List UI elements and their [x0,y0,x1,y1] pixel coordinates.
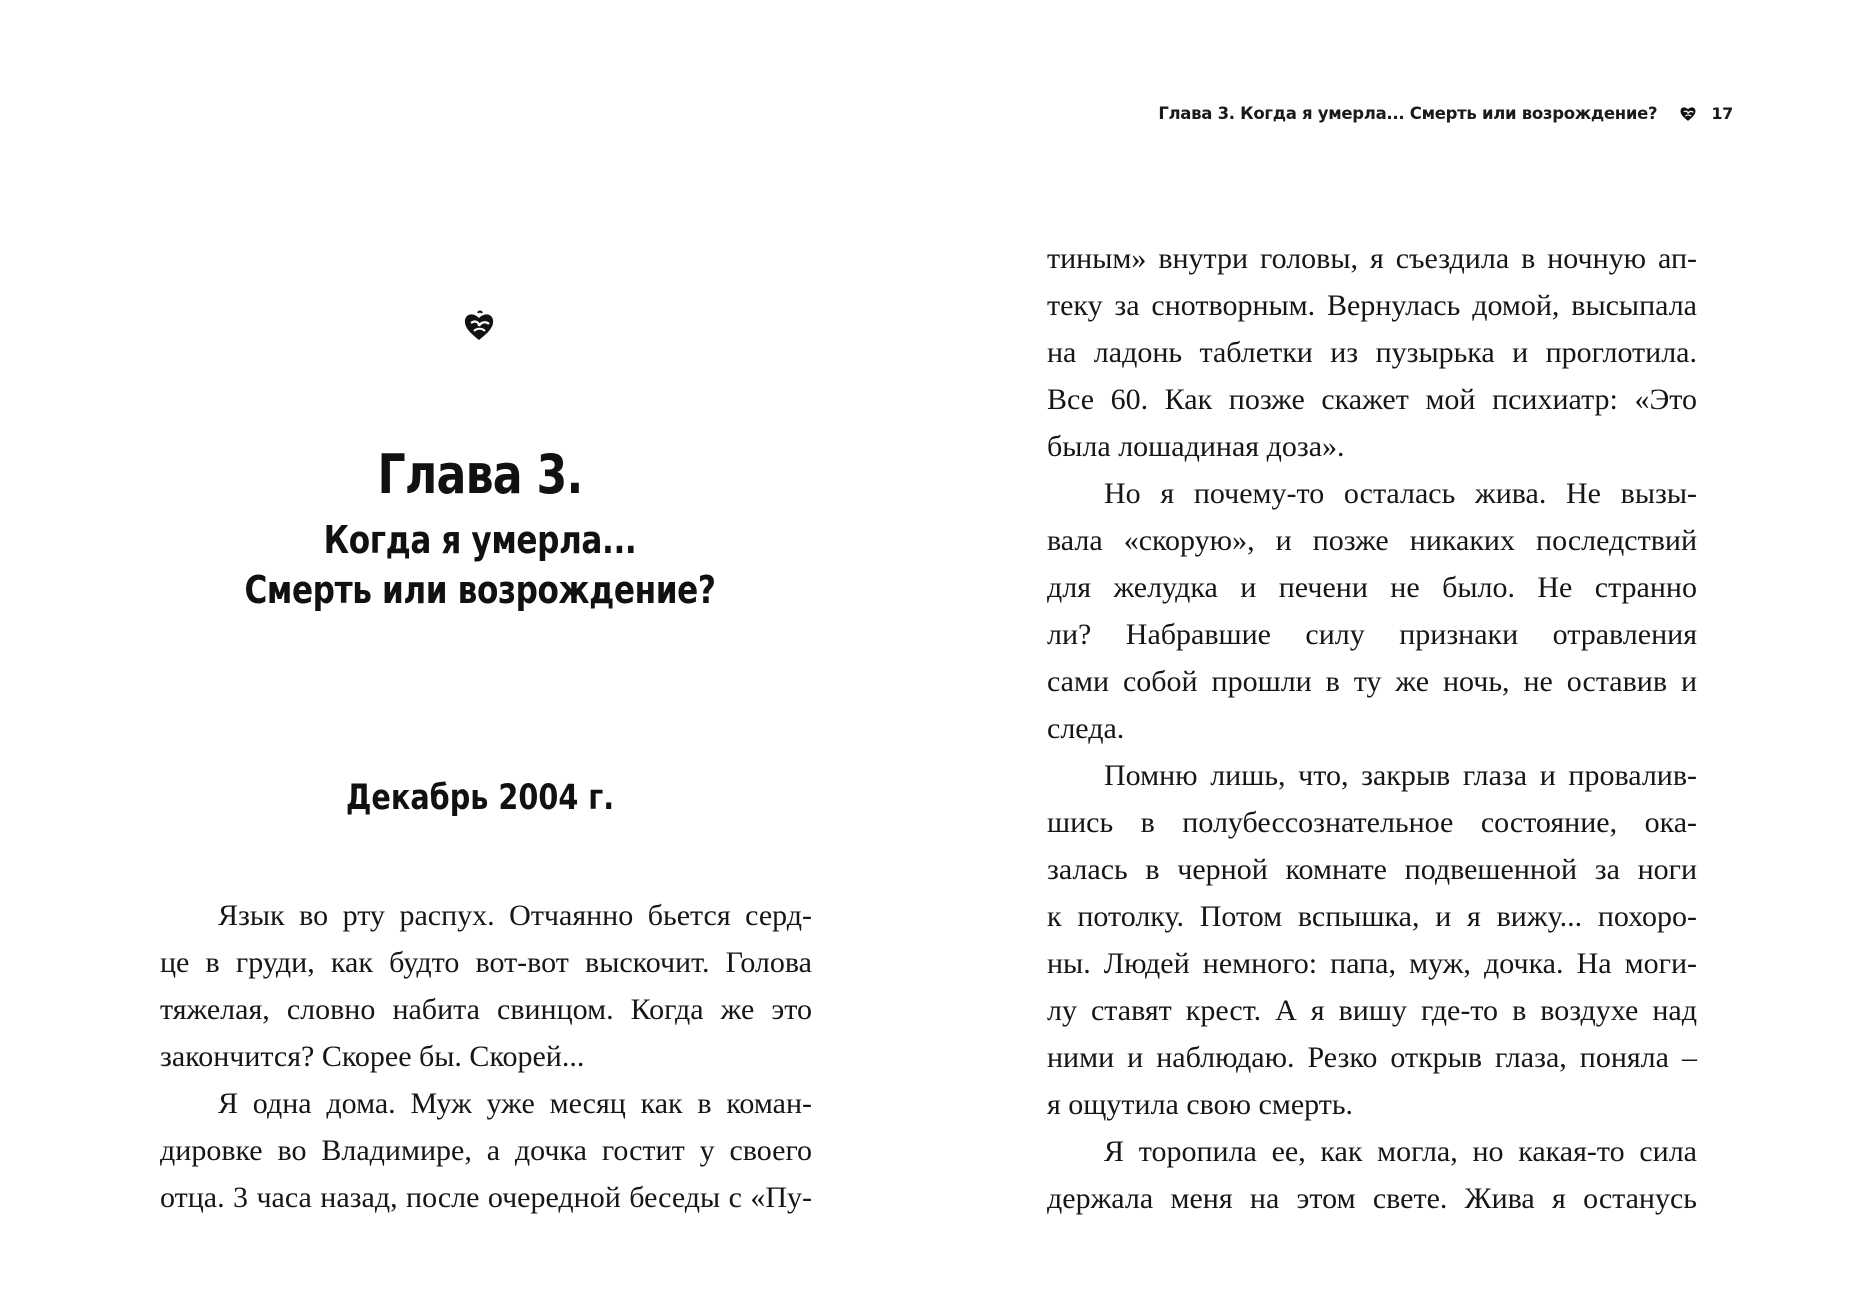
body-text-line: теку за снотворным. Вернулась домой, высыпала [1047,289,1697,322]
chapter-number-title: Глава 3. [377,443,583,506]
body-text-line: держала меня на этом свете. Жива я останусь [1047,1182,1697,1215]
body-text-line: Я одна дома. Муж уже месяц как в коман- [218,1087,812,1120]
body-text-line: шись в полубессознательное состояние, ока- [1047,806,1697,839]
body-text-line: Помню лишь, что, закрыв глаза и провалив- [1104,759,1697,792]
body-text-line: сами собой прошли в ту же ночь, не оставив и [1047,665,1697,698]
body-text-line: отца. 3 часа назад, после очередной беседы с «Пу- [160,1181,812,1214]
body-text-line: лу ставят крест. А я вишу где-то в воздухе над [1047,994,1697,1027]
body-text-line: была лошадиная доза». [1047,430,1345,463]
running-header-title: Глава 3. Когда я умерла... Смерть или возрождение? [1158,104,1658,123]
heart-ornament-icon [462,310,496,344]
body-text-line: тяжелая, словно набита свинцом. Когда же это [160,993,812,1026]
body-text-line: для желудка и печени не было. Не странно [1047,571,1697,604]
body-text-line: це в груди, как будто вот-вот выскочит. Голова [160,946,812,979]
page-number: 17 [1711,104,1733,123]
body-text-line: тиным» внутри головы, я съездила в ночную ап- [1047,242,1697,275]
body-text-line: Все 60. Как позже скажет мой психиатр: «Это [1047,383,1697,416]
body-text-line: дировке во Владимире, а дочка гостит у своего [160,1134,812,1167]
body-text-line: вала «скорую», и позже никаких последствий [1047,524,1697,557]
heart-ornament-icon [1679,105,1697,123]
date-heading: Декабрь 2004 г. [345,778,615,818]
body-text-line: залась в черной комнате подвешенной за ноги [1047,853,1697,886]
body-text-line: ли? Набравшие силу признаки отравления [1047,618,1697,651]
body-text-line: закончится? Скорее бы. Скорей... [160,1040,585,1073]
body-text-line: я ощутила свою смерть. [1047,1088,1354,1121]
body-text-line: к потолку. Потом вспышка, и я вижу... похоро- [1047,900,1697,933]
body-text-line: на ладонь таблетки из пузырька и проглотила. [1047,336,1697,369]
body-text-line: Я торопила ее, как могла, но какая-то сила [1104,1135,1697,1168]
running-header [1158,104,1733,123]
chapter-subtitle-line-2: Смерть или возрождение? [244,568,716,612]
body-text-line: Язык во рту распух. Отчаянно бьется серд- [218,899,812,932]
body-text-line: Но я почему-то осталась жива. Не вызы- [1104,477,1697,510]
left-page [0,0,924,1311]
body-text-line: ны. Людей немного: папа, муж, дочка. На моги- [1047,947,1697,980]
body-text-line: следа. [1047,712,1125,745]
body-text-line: ними и наблюдаю. Резко открыв глаза, поняла – [1047,1041,1697,1074]
chapter-subtitle-line-1: Когда я умерла... [323,518,637,562]
